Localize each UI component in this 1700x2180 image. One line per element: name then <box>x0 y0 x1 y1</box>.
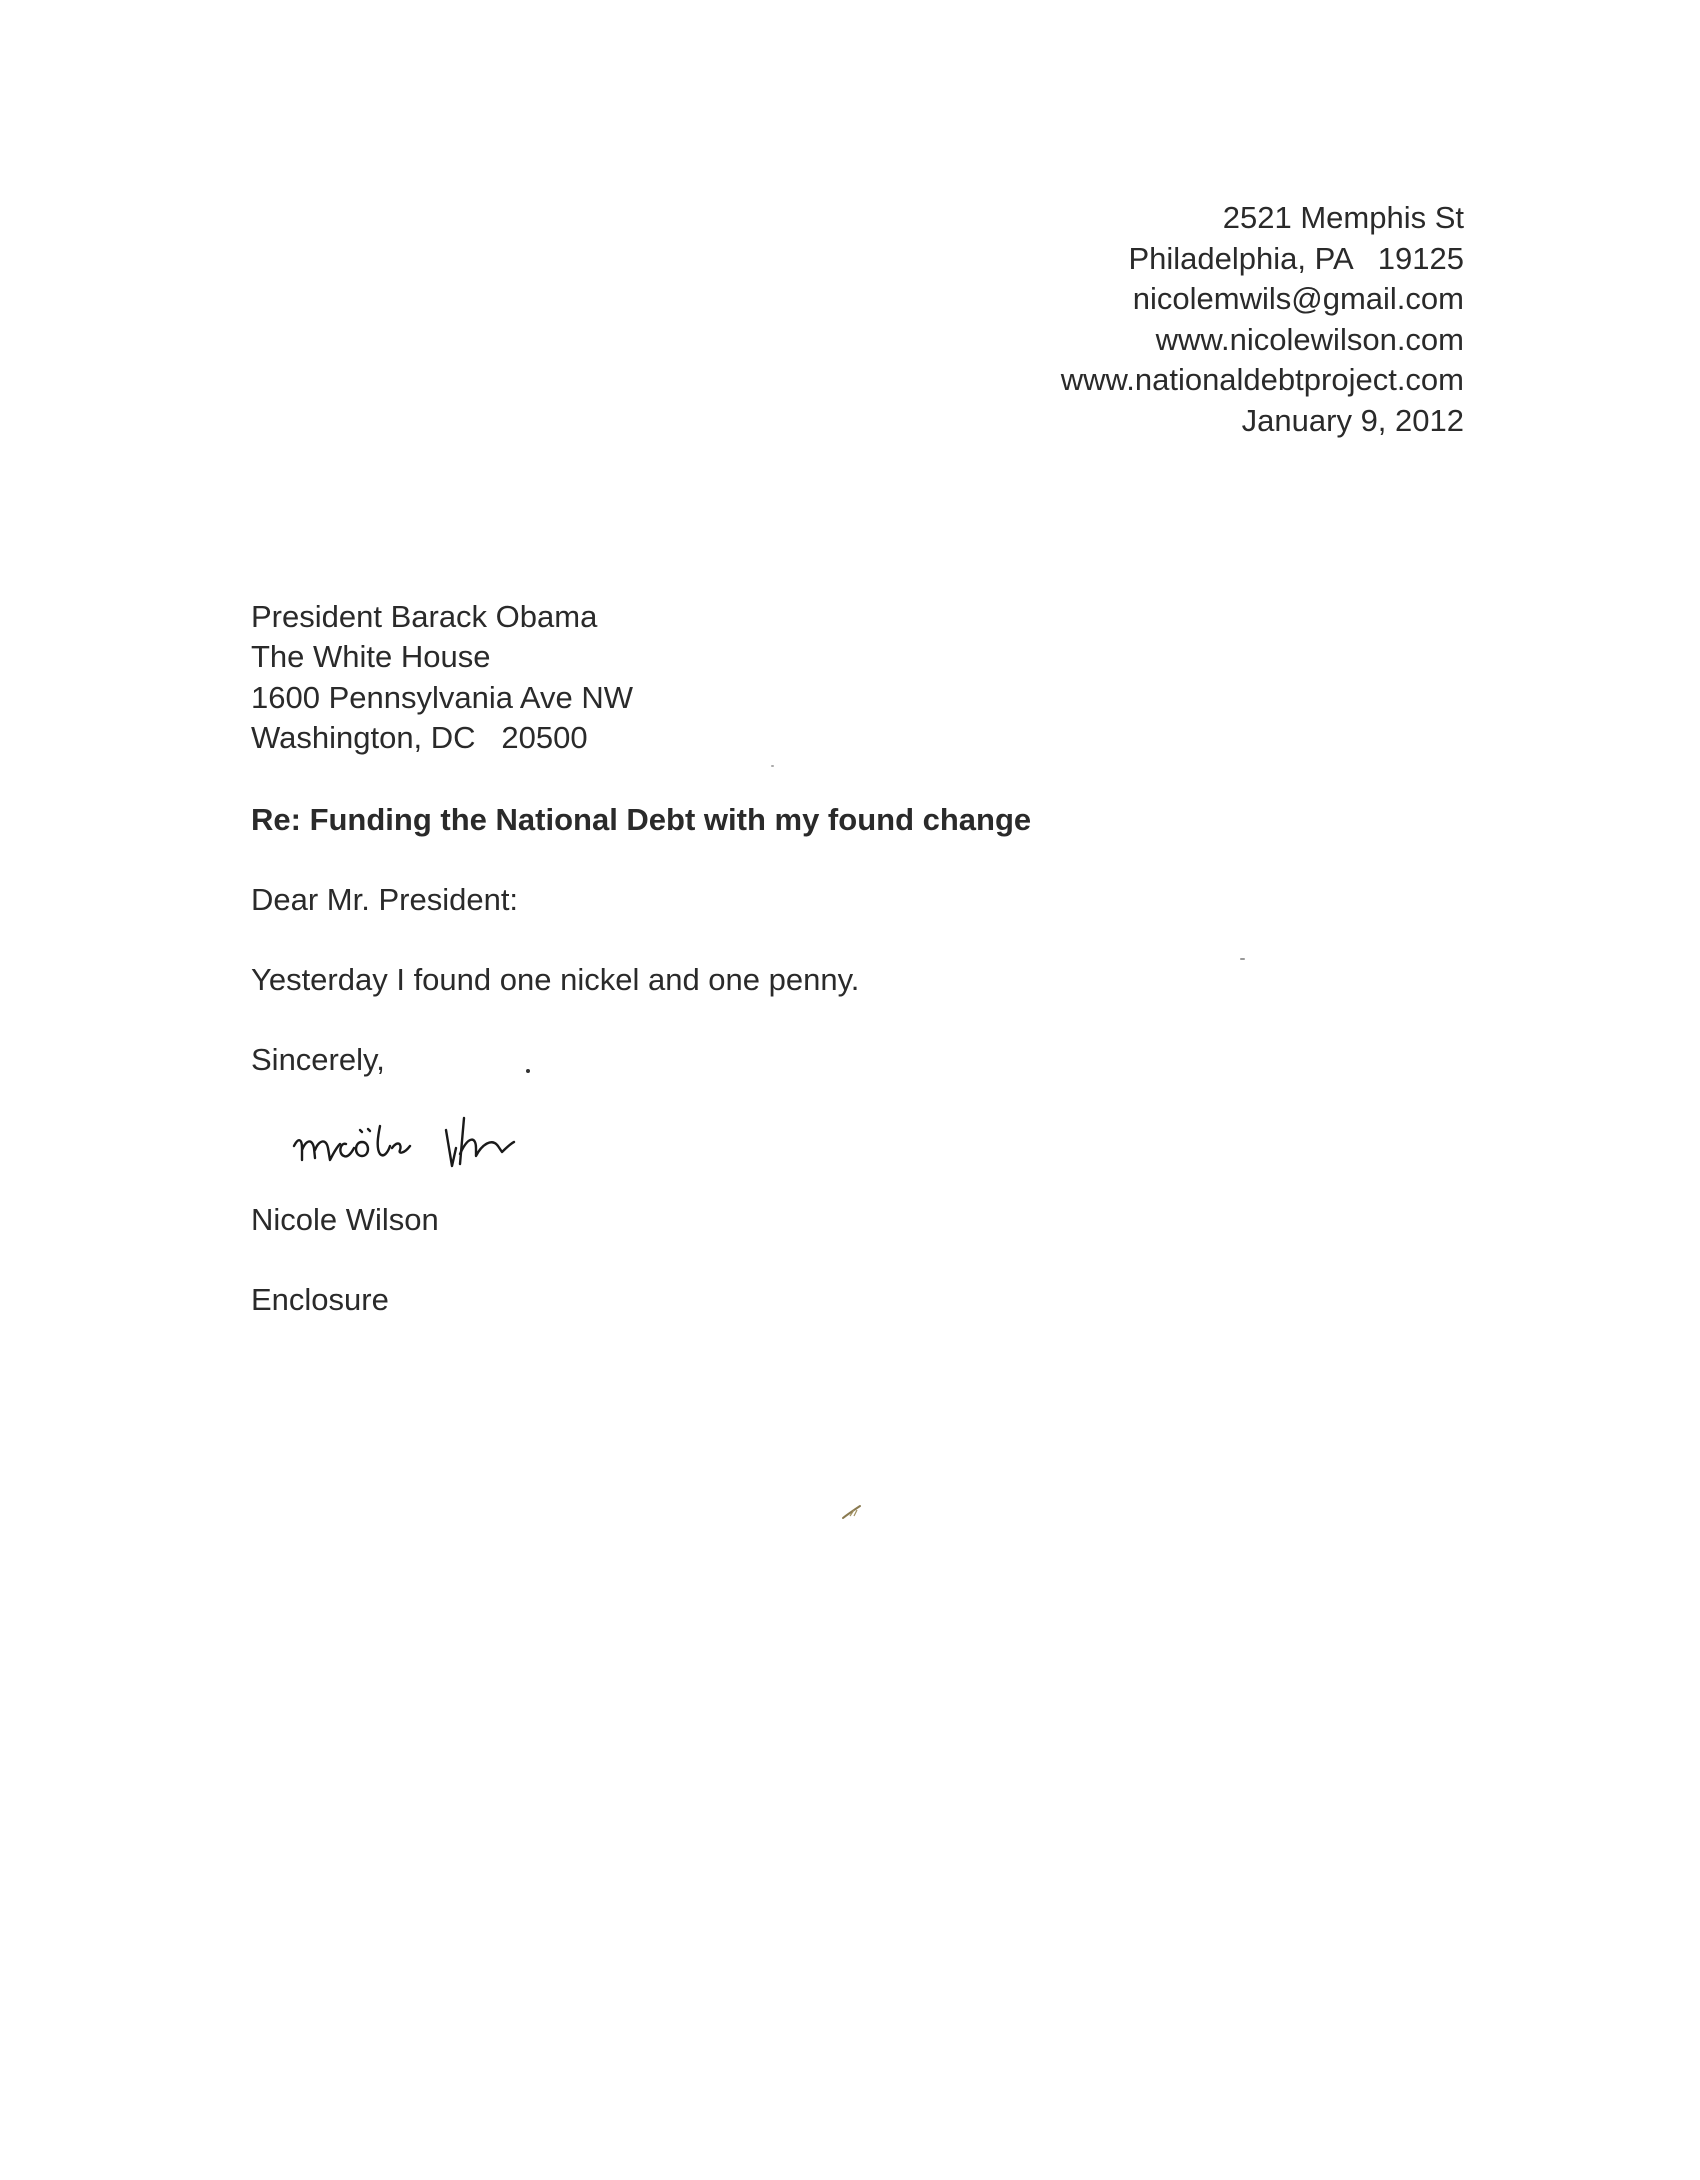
letter-body: Yesterday I found one nickel and one penny. <box>251 962 860 997</box>
enclosure-notation: Enclosure <box>251 1282 389 1317</box>
sender-website-project: www.nationaldebtproject.com <box>1060 362 1464 398</box>
sender-street: 2521 Memphis St <box>1222 200 1464 235</box>
recipient-address-block <box>251 597 633 759</box>
signer-name: Nicole Wilson <box>251 1202 439 1237</box>
sender-email: nicolemwils@gmail.com <box>1132 281 1464 317</box>
scan-dot-mark <box>1240 958 1245 960</box>
recipient-organization: The White House <box>251 639 491 675</box>
sender-address-block <box>1061 198 1464 442</box>
recipient-street: 1600 Pennsylvania Ave NW <box>251 679 633 715</box>
closing: Sincerely, <box>251 1042 385 1077</box>
salutation: Dear Mr. President: <box>251 882 519 917</box>
subject-line: Re: Funding the National Debt with my found change <box>251 802 1032 837</box>
handwritten-signature <box>288 1108 688 1188</box>
letter-date: January 9, 2012 <box>1241 402 1464 438</box>
recipient-name: President Barack Obama <box>251 599 598 634</box>
scan-dot-mark <box>771 765 774 767</box>
sender-website-personal: www.nicolewilson.com <box>1155 321 1464 357</box>
recipient-city-state-zip: Washington, DC 20500 <box>251 720 588 756</box>
sender-city-state-zip: Philadelphia, PA 19125 <box>1128 240 1464 276</box>
scan-speck-mark <box>840 1502 864 1522</box>
scan-dot-mark <box>526 1069 530 1073</box>
